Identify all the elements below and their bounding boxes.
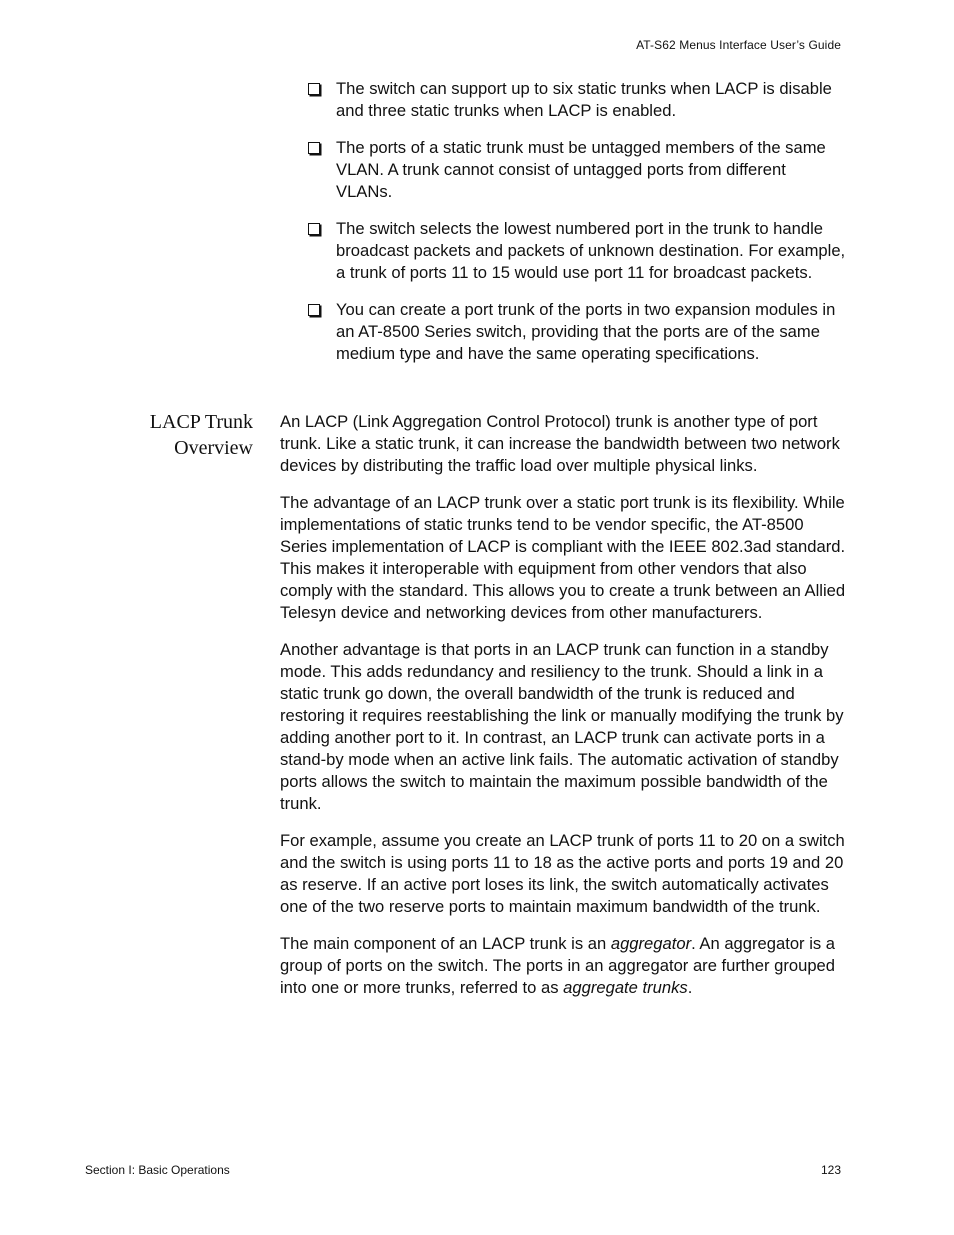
section-heading-line1: LACP Trunk: [149, 411, 253, 433]
paragraph: Another advantage is that ports in an LACP trunk can function in a standby mode. This adds redundancy and resiliency to the trunk. Should a link in a static trunk go down, the overall bandwidth of the trunk is reduced and restoring it requires reestablishing the link or manually modifying the trunk by adding another port to it. In contrast, an LACP trunk can activate ports in a stand-by mode when an active link fails. The automatic activation of standby ports allows the switch to maintain the maximum possible bandwidth of the trunk.: [280, 640, 844, 813]
bullet-text: The switch can support up to six static trunks when LACP is disable and three static trunks when LACP is enabled.: [336, 79, 832, 120]
section-heading: [110, 409, 253, 461]
paragraph: An LACP (Link Aggregation Control Protocol) trunk is another type of port trunk. Like a static trunk, it can increase the bandwidth between two network devices by distributing the traffic load over multiple physical links.: [280, 412, 840, 475]
emphasis-term: aggregator: [610, 934, 692, 953]
footer-page-number: 123: [820, 1163, 841, 1177]
bullet-item: [306, 78, 846, 122]
bullet-text: You can create a port trunk of the ports in two expansion modules in an AT-8500 Series switch, providing that the ports are of the same medium type and have the same operating specifications.: [336, 300, 836, 363]
section-body: [280, 411, 846, 1014]
bullet-text: The ports of a static trunk must be untagged members of the same VLAN. A trunk cannot consist of untagged ports from different VLANs.: [336, 138, 826, 201]
bullet-list: [306, 78, 846, 380]
page-header-title: AT-S62 Menus Interface User’s Guide: [636, 38, 841, 52]
checkbox-bullet-icon: [308, 83, 320, 95]
bullet-item: [306, 137, 846, 203]
paragraph-aggregator: [280, 933, 846, 999]
paragraph: The advantage of an LACP trunk over a static port trunk is its flexibility. While implementations of static trunks tend to be vendor specific, the AT-8500 Series implementation of LACP is compliant with the IEEE 802.3ad standard. This makes it interoperable with equipment from other vendors that also comply with the standard. This allows you to create a trunk between an Allied Telesyn device and networking devices from other manufacturers.: [280, 493, 846, 622]
checkbox-bullet-icon: [308, 223, 320, 235]
bullet-item: [306, 218, 846, 284]
footer-section-label: Section I: Basic Operations: [85, 1163, 230, 1177]
section-heading-line2: Overview: [174, 437, 253, 459]
paragraph: For example, assume you create an LACP trunk of ports 11 to 20 on a switch and the switch is using ports 11 to 18 as the active ports and ports 19 and 20 as reserve. If an active port loses its link, the switch automatically activates one of the two reserve ports to maintain maximum bandwidth of the trunk.: [280, 831, 845, 916]
paragraph-text: .: [687, 978, 693, 997]
checkbox-bullet-icon: [308, 142, 320, 154]
emphasis-term: aggregate trunks: [563, 978, 688, 997]
checkbox-bullet-icon: [308, 304, 320, 316]
paragraph-text: . An aggregator is a group of ports on the switch. The ports in an aggregator are further grouped into one or more trunks, referred to as: [280, 934, 836, 997]
paragraph-text: The main component of an LACP trunk is an: [280, 934, 611, 953]
bullet-text: The switch selects the lowest numbered port in the trunk to handle broadcast packets and packets of unknown destination. For example, a trunk of ports 11 to 15 would use port 11 for broadcast packets.: [336, 219, 846, 282]
bullet-item: [306, 299, 846, 365]
